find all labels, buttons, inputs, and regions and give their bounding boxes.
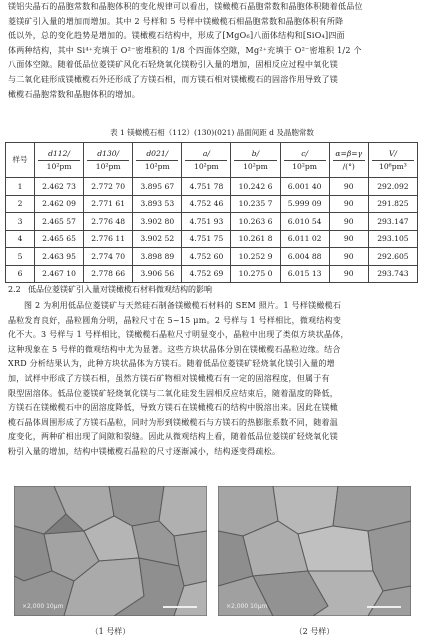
sem-caption-2: （2 号样） <box>294 627 335 636</box>
text-line: 菱镁矿引入量的增加而增加。其中 2 号样和 5 号样中镁橄榄石相晶胞常数和晶胞体积有所降 <box>8 16 344 26</box>
text-line: 晶粒发育良好，晶粒圆角分明，晶粒尺寸在 5~15 μm。2 号样与 1 号样相比，微观结构变 <box>8 315 342 325</box>
sem-image-sample-1 <box>14 486 207 616</box>
table-cell: 5 <box>6 248 35 266</box>
table-cell: 2.463 95 <box>35 248 84 266</box>
text-line: 八面体空隙。随着低品位菱镁矿风化石轻烧氧化镁粉引入量的增加，固相反应过程中氧化镁 <box>8 60 338 70</box>
table-row <box>6 230 418 248</box>
header-c: c/ 10²pm <box>280 143 329 178</box>
table-cell: 90 <box>329 265 368 283</box>
text-line: XRD 分析结果认为，此种方块状晶体为方镁石。随着低品位菱镁矿轻烧氧化镁引入量的增 <box>8 359 335 369</box>
header-volume: V/ 10⁶pm³ <box>368 143 417 178</box>
table-row <box>6 213 418 231</box>
table-cell: 6 <box>6 265 35 283</box>
table-cell: 3.893 53 <box>133 195 182 213</box>
text-line: 方镁石在镁橄榄石中的固溶度降低，导致方镁石在镁橄榄石的结构中脱溶出来。因此在镁橄 <box>8 403 338 413</box>
table-cell: 2.462 73 <box>35 178 84 196</box>
table-cell: 6.015 13 <box>280 265 329 283</box>
table-row <box>6 248 418 266</box>
table-cell: 2.776 11 <box>84 230 133 248</box>
text-line: 加，试样中形成了方镁石相，虽然方镁石矿物相对镁橄榄石有一定的固溶程度，但属于有 <box>8 373 330 383</box>
text-line: 图 2 为利用低品位菱镁矿与天然硅石制备镁橄榄石材料的 SEM 照片。1 号样镁橄榄石 <box>24 301 342 310</box>
table-cell: 4.751 78 <box>182 178 231 196</box>
table-cell: 10.252 9 <box>231 248 280 266</box>
table-cell: 293.147 <box>368 213 417 231</box>
table-cell: 2.771 61 <box>84 195 133 213</box>
table-cell: 5.999 09 <box>280 195 329 213</box>
table-caption: 表 1 镁橄榄石相（112）(130)(021) 晶面间距 d 及晶胞常数 <box>110 128 314 137</box>
table-cell: 4.751 75 <box>182 230 231 248</box>
table-cell: 2.776 48 <box>84 213 133 231</box>
table-cell: 3.902 52 <box>133 230 182 248</box>
table-cell: 10.275 0 <box>231 265 280 283</box>
table-cell: 2.772 70 <box>84 178 133 196</box>
header-a: a/ 10²pm <box>182 143 231 178</box>
table-cell: 2 <box>6 195 35 213</box>
table-cell: 10.235 7 <box>231 195 280 213</box>
scale-label: ×2,000 10μm <box>22 603 64 610</box>
table-row <box>6 265 418 283</box>
text-line: 度变化，两种矿相出现了间隙和裂缝。因此从微观结构上看，随着低品位菱镁矿轻烧氧化镁 <box>8 432 338 442</box>
table-row <box>6 178 418 196</box>
table-cell: 90 <box>329 230 368 248</box>
table-row <box>6 195 418 213</box>
table-cell: 6.004 88 <box>280 248 329 266</box>
table-cell: 90 <box>329 213 368 231</box>
table-cell: 3 <box>6 213 35 231</box>
table-cell: 90 <box>329 248 368 266</box>
table-cell: 4.752 60 <box>182 248 231 266</box>
section-title: 低品位菱镁矿引入量对镁橄榄石材料微观结构的影响 <box>28 285 212 294</box>
table-cell: 2.467 10 <box>35 265 84 283</box>
table-cell: 4.751 93 <box>182 213 231 231</box>
text-line: 橄榄石晶胞常数和晶胞体积的增加。 <box>8 89 140 99</box>
table-cell: 293.105 <box>368 230 417 248</box>
text-line: 粉引入量的增加，结构中镁橄榄石晶粒的尺寸逐渐减小，结构逐变得疏松。 <box>8 446 281 456</box>
table-cell: 292.605 <box>368 248 417 266</box>
lattice-parameter-table <box>5 142 418 283</box>
text-line: 化不大。3 号样与 1 号样相比，镁橄榄石晶粒尺寸明显变小，晶粒中出现了类似方块状晶体， <box>8 330 349 340</box>
table-cell: 2.465 65 <box>35 230 84 248</box>
header-angles: α=β=γ /(°) <box>329 143 368 178</box>
table-cell: 4.752 69 <box>182 265 231 283</box>
table-cell: 6.001 40 <box>280 178 329 196</box>
body-paragraph <box>8 299 417 460</box>
text-line: 镁铝尖晶石的晶胞常数和晶胞体积的变化规律可以看出，镁橄榄石晶胞常数和晶胞体积随着低品位 <box>8 2 363 11</box>
text-line: 榄石晶体周围形成了方镁石晶粒，同时为形到镁橄榄石与方镁石的热膨胀系数不同，随着温 <box>8 417 338 427</box>
header-d112: d112/ 10²pm <box>35 143 84 178</box>
section-heading <box>8 284 212 295</box>
table-cell: 1 <box>6 178 35 196</box>
text-line: 低以外，总的变化趋势是增加的。镁橄榄石结构中，形成了[MgO₆]八面体结构和[SiO₄]四面 <box>8 31 345 41</box>
table-cell: 3.895 67 <box>133 178 182 196</box>
header-b: b/ 10²pm <box>231 143 280 178</box>
table-cell: 3.898 89 <box>133 248 182 266</box>
table-cell: 4 <box>6 230 35 248</box>
section-number: 2.2 <box>8 285 21 294</box>
table-cell: 3.902 80 <box>133 213 182 231</box>
table-cell: 6.011 02 <box>280 230 329 248</box>
table-cell: 2.774 70 <box>84 248 133 266</box>
intro-paragraph <box>8 0 417 102</box>
header-d130: d130/ 10²pm <box>84 143 133 178</box>
text-line: 这种现象在 5 号样的微观结构中尤为显著。这些方块状晶体分别在镁橄榄石晶粒边缘。结合 <box>8 344 341 354</box>
text-line: 与二氧化硅形成镁橄榄石外还形成了方镁石相，而方镁石相对镁橄榄石的固溶作用导致了镁 <box>8 74 338 84</box>
table-cell: 291.825 <box>368 195 417 213</box>
table-cell: 3.906 56 <box>133 265 182 283</box>
table-cell: 2.465 57 <box>35 213 84 231</box>
table-header-row <box>6 143 418 178</box>
table-cell: 10.263 6 <box>231 213 280 231</box>
table-cell: 2.462 09 <box>35 195 84 213</box>
sem-caption-1: （1 号样） <box>90 627 131 636</box>
table-cell: 10.261 8 <box>231 230 280 248</box>
header-sample: 样号 <box>6 143 35 178</box>
sem-image-sample-2 <box>218 486 411 616</box>
table-cell: 293.743 <box>368 265 417 283</box>
table-cell: 90 <box>329 195 368 213</box>
table-cell: 10.242 6 <box>231 178 280 196</box>
table-cell: 2.778 66 <box>84 265 133 283</box>
table-cell: 292.092 <box>368 178 417 196</box>
scale-bar <box>367 606 401 608</box>
text-line: 限型固溶体。低品位菱镁矿轻烧氧化镁与二氧化硅发生固相反应结束后，随着温度的降低， <box>8 388 338 398</box>
table-cell: 4.752 46 <box>182 195 231 213</box>
scale-label: ×2,000 10μm <box>226 603 268 610</box>
scale-bar <box>163 606 197 608</box>
table-cell: 90 <box>329 178 368 196</box>
table-cell: 6.010 54 <box>280 213 329 231</box>
header-d021: d021/ 10²pm <box>133 143 182 178</box>
text-line: 体两种结构，其中 Si⁴⁺充填于 O²⁻密堆积的 1/8 个四面体空隙，Mg²⁺充填于 O²⁻密堆积 1/2 个 <box>8 45 362 55</box>
